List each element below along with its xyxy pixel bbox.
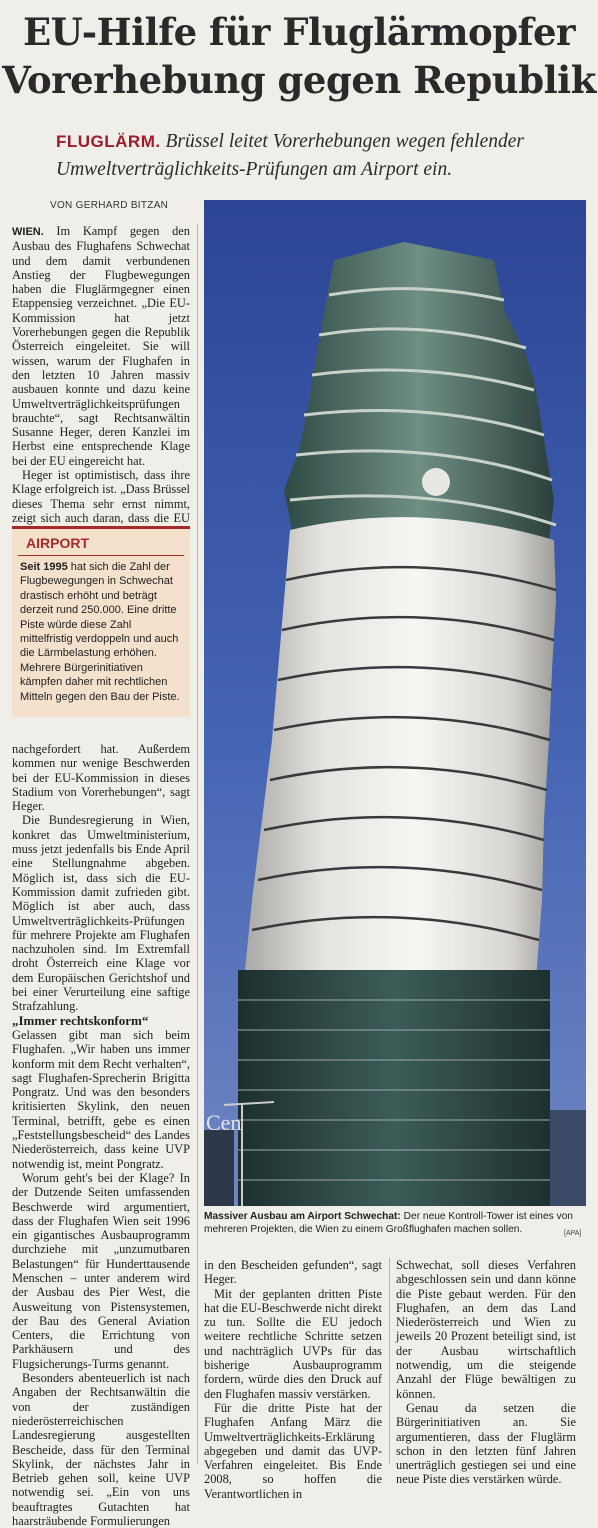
article-column-1-bottom	[12, 742, 190, 1528]
section-subheading: „Immer rechtskonform“	[12, 1012, 149, 1028]
control-tower-photo	[204, 200, 586, 1206]
caption-lead: Massiver Ausbau am Airport Schwechat:	[204, 1211, 401, 1222]
headline	[0, 8, 598, 104]
article-paragraph: Heger ist optimistisch, dass ihre Klage erfolgreich ist. „Dass Brüssel dieses Thema sehr ernst nimmt, zeigt sich auch daran, dass die EU	[12, 468, 190, 525]
article-column-1-top	[12, 224, 190, 540]
column-divider	[197, 224, 198, 1464]
headline-line-2: Vorerhebung gegen Republik	[2, 58, 596, 102]
tower-base	[238, 970, 550, 1206]
headline-line-1: EU-Hilfe für Fluglärmopfer	[22, 10, 576, 54]
article-paragraph: Schwechat, soll dieses Verfahren abgeschlossen sein und dann könne die Piste gebaut werden. Für den Flughafen, an dem das Land Niederösterreich und Wien zu jeweils 20 Prozent beteiligt sind, ist der Ausbau wirtschaftlich notwendig, um die steigende Anzahl der Flüge bewältigen zu können.	[396, 1258, 576, 1401]
article-paragraph: Für die dritte Piste hat der Flughafen Anfang März die Umweltverträglichkeits-Erklärung abgegeben und damit das UVP-Verfahren eingeleitet. Bis Ende 2008, so hoffen die Verantwortlichen in	[204, 1400, 382, 1501]
infobox-title: AIRPORT	[18, 529, 184, 556]
subheadline	[56, 128, 576, 184]
infobox-text: Seit 1995 hat sich die Zahl der Flugbewegungen in Schwechat drastisch erhöht und beträgt derzeit rund 250.000. Eine dritte Piste würde diese Zahl mittelfristig verdoppeln und auch die Lärmbelastung erhöhen. Mehrere Bürgerinitiativen kämpfen daher mit rechtlichen Mitteln gegen den Bau der Piste.	[20, 561, 180, 703]
tower-body	[244, 517, 556, 980]
article-paragraph: in den Bescheiden gefunden“, sagt Heger.	[204, 1258, 382, 1287]
article-paragraph: Die Bundesregierung in Wien, konkret das Umweltministerium, muss jetzt jedenfalls bis Ende April eine Stellungnahme abgeben. Möglich ist, dass sich die EU-Kommission damit zufrieden gibt. Möglich ist aber auch, dass Umweltverträglichkeits-Prüfungen für mehrere Projekte am Flughafen nachzuholen sind. Im Extremfall droht Österreich eine Klage vor dem Europäischen Gerichtshof und bei einer Verurteilung eine saftige Strafzahlung.	[12, 813, 190, 1014]
article-paragraph: Worum geht's bei der Klage? In der Dutzende Seiten umfassenden Beschwerde wird argumentiert, dass der Flughafen Wien seit 1996 ein gigantisches Ausbauprogramm durchziehe mit „unzumutbaren Belastungen“ für Hunderttausende Menschen – unter anderem wird der Ausbau des Pier West, die Ausweitung von Pistensystemen, der Bau des General Aviation Centers, die Errichtung von Parkhäusern und des Flugsicherungs-Turms genannt.	[12, 1170, 190, 1371]
tower-illustration	[204, 200, 586, 1206]
radar-dome	[422, 468, 450, 496]
infobox-lead: Seit 1995	[20, 561, 68, 573]
subhead-line-2: Umweltverträglichkeits-Prüfungen am Airport ein.	[56, 159, 453, 180]
article-column-3	[396, 1258, 576, 1487]
article-paragraph: Besonders abenteuerlich ist nach Angaben der Rechtsanwältin die von der zuständigen niederösterreichischen Landesregierung ausgestellten Bescheide, dass für den Terminal Skylink, der nächstes Jahr in Betrieb gehen soll, keine UVP notwendig sei. „Ein von uns beauftragtes Gutachten hat haarsträubende Formulierungen	[12, 1371, 190, 1528]
article-paragraph: nachgefordert hat. Außerdem kommen nur wenige Beschwerden bei der EU-Kommission in dieses Stadium von Vorerhebungen“, sagt Heger.	[12, 742, 190, 814]
article-paragraph: WIEN. Im Kampf gegen den Ausbau des Flughafens Schwechat und dem damit verbundenen Anstieg der Flugbewegungen haben die Fluglärmgegner einen Etappensieg verzeichnet. „Die EU-Kommission hat jetzt Vorerhebungen gegen die Republik Österreich eingeleitet. Sie will wissen, warum der Flughafen in den letzten 10 Jahren massiv ausbauen konnte und dazu keine Umweltverträglichkeitsprüfungen brauchte“, sagt Rechtsanwältin Susanne Heger, deren Kanzlei im Herbst eine entsprechende Klage bei der EU eingereicht hat.	[12, 224, 190, 468]
article-column-2	[204, 1258, 382, 1501]
dateline: WIEN.	[12, 226, 44, 238]
article-paragraph: Mit der geplanten dritten Piste hat die EU-Beschwerde nicht direkt zu tun. Sollte die EU jedoch weitere rechtliche Schritte setzen und nachträglich UVPs für das bisherige Ausbauprogramm fordern, würde dies den Druck auf den Flughafen massiv verstärken.	[204, 1286, 382, 1401]
left-building	[204, 1130, 234, 1206]
subhead-keyword: FLUGLÄRM.	[56, 132, 161, 151]
article-paragraph: Genau da setzen die Bürgerinitiativen an. Sie argumentieren, dass der Fluglärm schon in den letzten fünf Jahren unerträglich gestiegen sei und eine neue Piste dies verstärken würde.	[396, 1400, 576, 1487]
byline: VON GERHARD BITZAN	[50, 200, 169, 211]
photo-credit: [APA]	[564, 1230, 582, 1237]
airport-infobox	[12, 526, 190, 717]
article-paragraph: Gelassen gibt man sich beim Flughafen. „Wir haben uns immer konform mit dem Recht verhalten“, sagt Flughafen-Sprecherin Brigitta Pongratz. Und was den besonders kritisierten Skylink, den neuen Terminal, betrifft, gebe es einen „Feststellungsbescheid“ des Landes Niederösterreich, dass keine UVP notwendig ist, meint Pongratz.	[12, 1027, 190, 1171]
photo-caption: Massiver Ausbau am Airport Schwechat: Der neue Kontroll-Tower ist eines von mehreren Projekten, die Wien zu einem Großflughafen machen sollen.	[204, 1211, 573, 1235]
column-divider	[389, 1258, 390, 1464]
signage-text: Cen	[206, 1110, 242, 1135]
neighbor-building	[550, 1110, 586, 1206]
subhead-line-1: Brüssel leitet Vorerhebungen wegen fehlender	[165, 131, 524, 152]
